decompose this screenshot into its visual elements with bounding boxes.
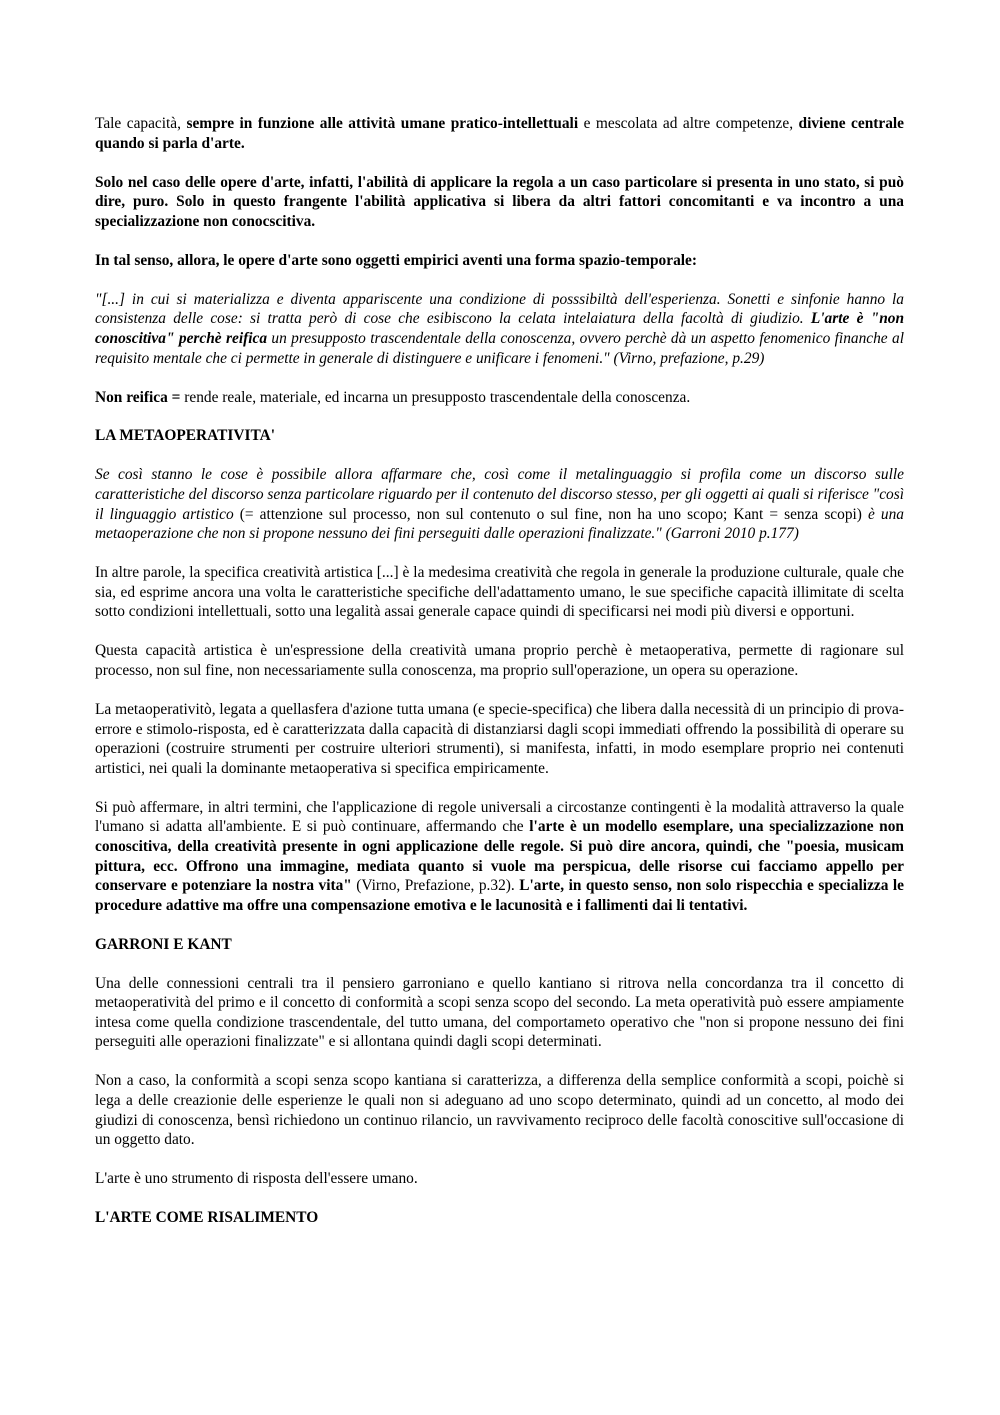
section-heading-metaoperativita: LA METAOPERATIVITA': [95, 427, 276, 445]
paragraph-arte-strumento: L'arte è uno strumento di risposta dell'essere umano.: [95, 1170, 418, 1188]
paragraph-non-reifica: Non reifica = rende reale, materiale, ed incarna un presupposto trascendentale della conoscenza.: [95, 388, 691, 406]
section-heading-garroni-kant: GARRONI E KANT: [95, 935, 232, 953]
paragraph-1: Tale capacità, sempre in funzione alle attività umane pratico-intellettuali e mescolata ad altre competenze, diviene centrale quando si parla d'arte.: [95, 115, 905, 152]
paragraph-connessioni: Una delle connessioni centrali tra il pensiero garroniano e quello kantiano si ritrova nella concordanza tra il concetto di metaoperatività del primo e il concetto di conformità a scopi senza scopo del secondo. La meta operatività può essere ampiamente intesa come quella condizione trascendentale, del tutto umana, del comportameto operativo che "non si propone nessuno dei fini perseguiti alle operazioni finalizzate" e si allontana quindi dagli scopi determinati.: [95, 974, 904, 1051]
paragraph-capacita-artistica: Questa capacità artistica è un'espressione della creatività umana proprio perchè è metaoperativa, permette di ragionare sul processo, non sul fine, non necessariamente sulla conoscenza, ma proprio sull'operazione, un opera su operazione.: [95, 642, 904, 679]
section-heading-risalimento: L'ARTE COME RISALIMENTO: [95, 1209, 319, 1227]
paragraph-modello-esemplare: Si può affermare, in altri termini, che l'applicazione di regole universali a circostanze contingenti è la modalità attraverso la quale l'umano si adatta all'ambiente. E si può continuare, affermando che l'arte è un modello esemplare, una specializzazione non conoscitiva, della creatività presente in ogni applicazione delle regole. Si può dire ancora, quindi, che "poesia, musicam pittura, ecc. Offrono una immagine, mediata quanto si vuole ma perspicua, delle risorse cui facciamo appello per conservare e potenziare la nostra vita" (Virno, Prefazione, p.32). L'arte, in questo senso, non solo rispecchia e specializza le procedure adattive ma offre una compensazione emotiva e le lacunosità e i fallimenti dai li tentativi.: [95, 798, 904, 914]
quote-garroni-177: Se così stanno le cose è possibile allora affarmare che, così come il metalinguaggio si profila come un discorso sulle caratteristiche del discorso senza particolare riguardo per il contenuto del discorso stesso, per gli oggetti ai quali si riferisce "così il linguaggio artistico (= attenzione sul processo, non sul contenuto o sul fine, non ha uno scopo; Kant = senza scopi) è una metaoperazione che non si propone nessuno dei fini perseguiti dalle operazioni finalizzate." (Garroni 2010 p.177): [95, 466, 904, 543]
paragraph-2: Solo nel caso delle opere d'arte, infatti, l'abilità di applicare la regola a un caso particolare si presenta in uno stato, si può dire, puro. Solo in questo frangente l'abilità applicativa si libera da altri fattori concomitanti e va incontro a una specializzazione non conocscitiva.: [95, 173, 904, 230]
paragraph-3: In tal senso, allora, le opere d'arte sono oggetti empirici aventi una forma spazio-temporale:: [95, 251, 698, 269]
quote-virno-29: "[...] in cui si materializza e diventa appariscente una condizione di posssibiltà dell'esperienza. Sonetti e sinfonie hanno la consistenza delle cose: si tratta però di cose che esibiscono la celata intelaiatura della facoltà di giudizio. L'arte è "non conoscitiva" perchè reifica un presupposto trascendentale della conoscenza, ovvero perchè dà un aspetto fenomenico finanche al requisito mentale che ci permette in generale di distinguere e unificare i fenomeni." (Virno, prefazione, p.29): [95, 290, 905, 367]
paragraph-creativita: In altre parole, la specifica creatività artistica [...] è la medesima creatività che regola in generale la produzione culturale, quale che sia, ed esprime ancora una volta le caratteristiche specifiche dell'adattamento umano, le sue specifiche capacità illimitate di scelta sotto condizioni intellettuali, sotto una legalità assai generale capace quindi di specificarsi nei modi più diversi e opportuni.: [95, 564, 904, 621]
paragraph-metaoperativito: La metaoperativitò, legata a quellasfera d'azione tutta umana (e specie-specifica) che libera dalla necessità di un principio di prova-errore e stimolo-risposta, ed è caratterizzata dalla capacità di distanziarsi dagli scopi immediati offrendo la possibilità di operare su operazioni (costruire strumenti per costruire ulteriori strumenti), si manifesta, infatti, in modo esemplare proprio nei contenuti artistici, nei quali la dominante metaoperativa si specifica empiricamente.: [95, 700, 904, 777]
paragraph-non-a-caso: Non a caso, la conformità a scopi senza scopo kantiana si caratterizza, a differenza della semplice conformità a scopi, poichè si lega a delle creazionie delle esperienze le quali non si adeguano ad uno scopo determinato, quindi ad un concetto, al modo dei giudizi di conoscenza, bensì richiedono un continuo rilancio, un ravvivamento reciproco delle facoltà conoscitive sull'occasione di un oggetto dato.: [95, 1072, 904, 1149]
document-page: [95, 114, 904, 1247]
